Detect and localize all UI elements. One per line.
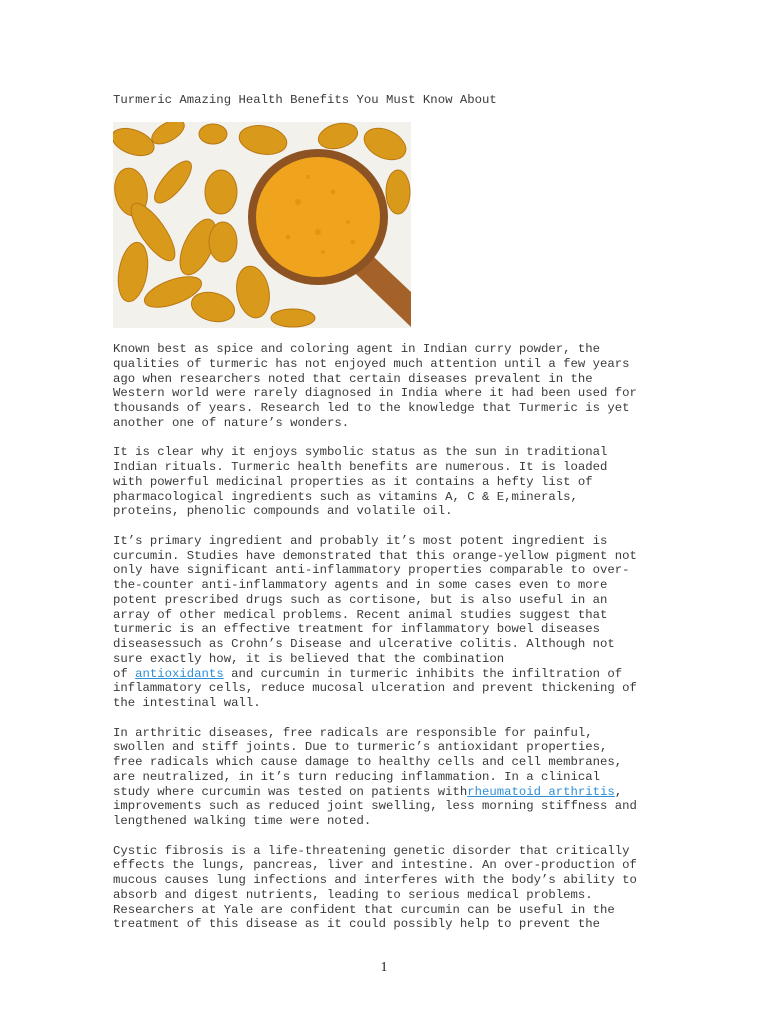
document-title: Turmeric Amazing Health Benefits You Must Know About	[113, 93, 497, 107]
paragraph-2: It is clear why it enjoys symbolic status as the sun in traditional Indian rituals. Turmeric health benefits are numerous. It is loaded with powerful medicinal properties as it contains a hefty list of pharmacological ingredients such as vitamins A, C & E,minerals, proteins, phenolic compounds and volatile oil.	[113, 445, 608, 519]
antioxidants-link[interactable]: antioxidants	[135, 666, 224, 681]
paragraph-3-text-before: It’s primary ingredient and probably it’s most potent ingredient is curcumin. Studies have demonstrated that this orange-yellow pigment not only have significant anti-inflammatory properties comparable to over- the-counter anti-inflammatory agents and in some cases even to more potent prescribed drugs such as cortisone, but is also useful in an array of other medical problems. Recent animal studies suggest that turmeric is an effective treatment for inflammatory bowel diseases diseasessuch as Crohn’s Disease and ulcerative colitis. Although not sure exactly how, it is believed that the combination of	[113, 533, 637, 681]
paragraph-5: Cystic fibrosis is a life-threatening genetic disorder that critically effects the lungs, pancreas, liver and intestine. An over-production of mucous causes lung infections and interferes with the body’s ability to absorb and digest nutrients, leading to serious medical problems. Researchers at Yale are confident that curcumin can be useful in the treatment of this disease as it could possibly help to prevent the	[113, 843, 637, 932]
rheumatoid-arthritis-link[interactable]: rheumatoid arthritis	[467, 784, 615, 799]
paragraph-4-text-before: In arthritic diseases, free radicals are responsible for painful, swollen and stiff joints. Due to turmeric’s antioxidant properties, free radicals which cause damage to healthy cells and cell membranes, are neutralized, in it’s turn reducing inflammation. In a clinical study where curcumin was tested on patients with	[113, 725, 623, 799]
paragraph-3	[113, 534, 653, 711]
paragraph-4-text-after: , improvements such as reduced joint swelling, less morning stiffness and lengthened walking time were noted.	[113, 784, 637, 828]
paragraph-3-text-after: and curcumin in turmeric inhibits the infiltration of inflammatory cells, reduce mucosal ulceration and prevent thickening of the intestinal wall.	[113, 666, 637, 710]
paragraph-4	[113, 726, 653, 829]
document-body	[113, 342, 653, 947]
turmeric-photo	[113, 122, 411, 328]
page-number: 1	[380, 960, 388, 975]
turmeric-illustration	[113, 122, 411, 328]
paragraph-1: Known best as spice and coloring agent in Indian curry powder, the qualities of turmeric has not enjoyed much attention until a few years ago when researchers noted that certain diseases prevalent in the Western world were rarely diagnosed in India where it had been used for thousands of years. Research led to the knowledge that Turmeric is yet another one of nature’s wonders.	[113, 342, 637, 430]
